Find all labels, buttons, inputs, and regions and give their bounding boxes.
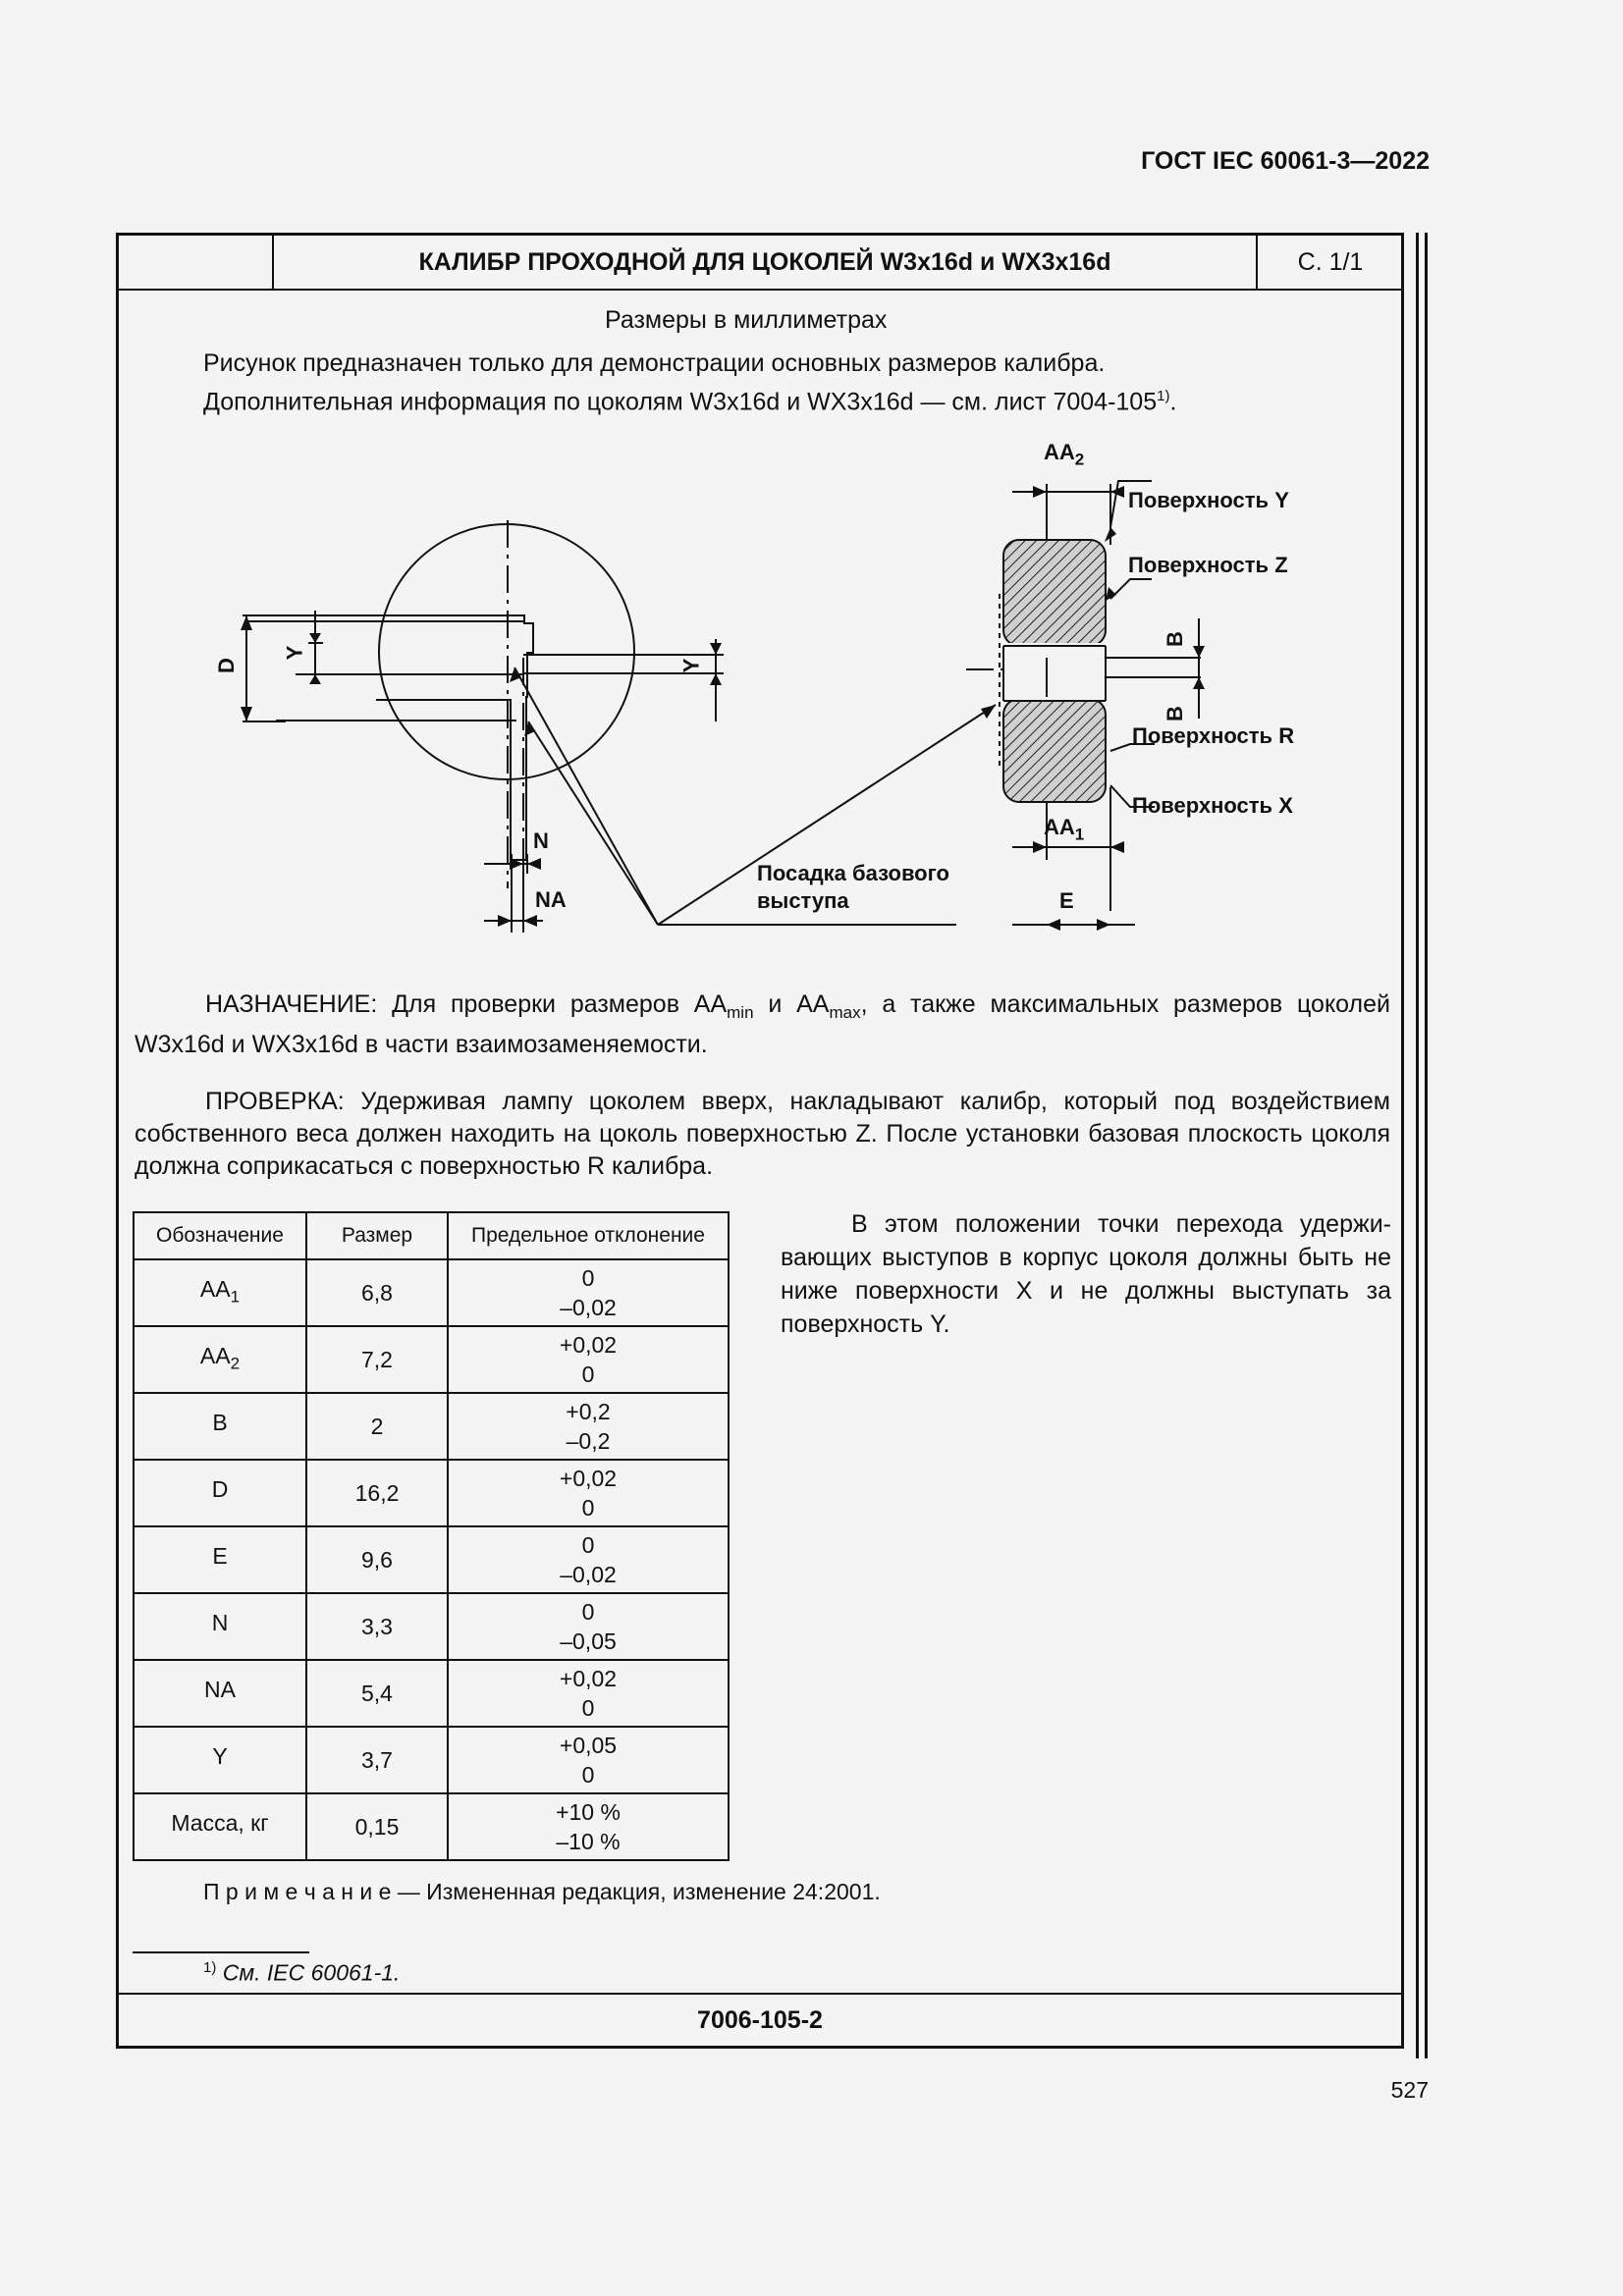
- designation-text: Y: [212, 1742, 228, 1769]
- cell-designation: [134, 1593, 306, 1660]
- col-header-size: Размер: [306, 1212, 448, 1259]
- table-row: [134, 1793, 729, 1860]
- table-header-row: [134, 1212, 729, 1259]
- gauge-circle: [379, 524, 634, 779]
- designation-text: D: [211, 1475, 229, 1502]
- designation-text: AA: [199, 1275, 231, 1302]
- cell-tolerance: [448, 1660, 729, 1727]
- footnote-separator: [133, 1951, 309, 1953]
- tolerance-lower: 0: [581, 1495, 595, 1521]
- cell-designation: [134, 1393, 306, 1460]
- tolerance-lower: 0: [581, 1695, 595, 1721]
- table-row: [134, 1526, 729, 1593]
- tolerance-lower: –0,02: [560, 1562, 617, 1587]
- right-double-line: [1425, 233, 1428, 2058]
- designation-text: Масса, кг: [171, 1809, 269, 1836]
- tolerance-upper: 0: [581, 1599, 595, 1625]
- intro-line-1: Рисунок предназначен только для демонстрации основных размеров калибра.: [203, 349, 1106, 377]
- table-row: [134, 1393, 729, 1460]
- col-header-designation: Обозначение: [134, 1212, 306, 1259]
- purpose-text-1: НАЗНАЧЕНИЕ: Для проверки размеров AA: [205, 990, 728, 1018]
- footnote: [203, 1959, 400, 1987]
- gauge-section-top: [1003, 540, 1106, 646]
- label-AA1-sub: 1: [1074, 825, 1085, 844]
- cell-tolerance: [448, 1259, 729, 1326]
- gauge-section-bottom: [1003, 699, 1106, 802]
- cell-size: 0,15: [306, 1793, 448, 1860]
- tolerance-lower: –0,05: [560, 1629, 617, 1654]
- tolerance-upper: +0,02: [559, 1466, 618, 1491]
- note: П р и м е ч а н и е — Измененная редакция, изменение 24:2001.: [203, 1879, 881, 1904]
- label-D: D: [213, 658, 239, 673]
- cell-designation: [134, 1326, 306, 1393]
- cell-size: 7,2: [306, 1326, 448, 1393]
- label-AA2-sub: 2: [1074, 450, 1085, 469]
- tolerance-upper: +0,02: [559, 1332, 618, 1358]
- designation-sub: 2: [230, 1354, 241, 1373]
- tolerance-upper: +0,05: [559, 1733, 618, 1758]
- table-row: [134, 1593, 729, 1660]
- tolerance-upper: +0,02: [559, 1666, 618, 1691]
- designation-text: B: [212, 1409, 228, 1435]
- label-NA: NA: [535, 887, 567, 912]
- col-header-tolerance: Предельное отклонение: [448, 1212, 729, 1259]
- label-AA1: [1044, 815, 1084, 844]
- standard-number: ГОСТ IEC 60061-3—2022: [1141, 147, 1430, 175]
- intro-line-2-end: .: [1169, 388, 1177, 416]
- table-row: [134, 1727, 729, 1793]
- cell-designation: [134, 1259, 306, 1326]
- designation-text: N: [211, 1609, 229, 1635]
- sheet-frame: [116, 233, 1404, 2049]
- right-double-line: [1416, 233, 1419, 2058]
- footnote-text: См. IEC 60061-1.: [222, 1959, 401, 1986]
- position-text: В этом положении точки перехода удерживающих выступов в корпус цоколя должны быть не ниже поверхности X и не должны выступать за поверхность Y.: [781, 1210, 1391, 1338]
- tolerance-upper: +0,2: [566, 1399, 611, 1424]
- label-B-top: B: [1162, 631, 1187, 647]
- designation-sub: 1: [230, 1287, 241, 1307]
- label-AA1-text: AA: [1044, 815, 1075, 839]
- purpose-sub-min: min: [727, 1003, 754, 1022]
- table-row: [134, 1660, 729, 1727]
- dimensions-table: [133, 1211, 730, 1861]
- label-seat-1: Посадка базового: [757, 861, 949, 885]
- cell-tolerance: [448, 1326, 729, 1393]
- cell-tolerance: [448, 1727, 729, 1793]
- table-row: [134, 1326, 729, 1393]
- check-paragraph: ПРОВЕРКА: Удерживая лампу цоколем вверх, накладывают калибр, который под воздействием собственного веса должен находить на цоколь поверхностью Z. После установки базовая плоскость цоколя должна соприкасаться с поверхностью R калибра.: [135, 1088, 1390, 1180]
- cell-tolerance: [448, 1526, 729, 1593]
- label-surface-Y: Поверхность Y: [1128, 488, 1289, 512]
- cell-size: 6,8: [306, 1259, 448, 1326]
- label-surface-Z: Поверхность Z: [1128, 553, 1288, 577]
- cell-size: 5,4: [306, 1660, 448, 1727]
- cell-tolerance: [448, 1793, 729, 1860]
- units-note: Размеры в миллиметрах: [605, 306, 888, 334]
- purpose-sub-max: max: [829, 1003, 861, 1022]
- purpose-text-3: , а также максимальных размеров цоколей W3x16d и WX3x16d в части взаимозаменяемости.: [135, 990, 1390, 1058]
- cell-size: 16,2: [306, 1460, 448, 1526]
- cell-size: 2: [306, 1393, 448, 1460]
- label-AA2-text: AA: [1044, 440, 1075, 464]
- designation-text: E: [212, 1542, 228, 1569]
- sheet-footer-code: 7006-105-2: [119, 1993, 1401, 2046]
- label-Y-left: Y: [282, 645, 307, 661]
- intro-line-2-text: Дополнительная информация по цоколям W3x16d и WX3x16d — см. лист 7004-105: [203, 388, 1158, 416]
- purpose-text-2: и AA: [753, 990, 830, 1018]
- tolerance-upper: 0: [581, 1532, 595, 1558]
- sheet-title: КАЛИБР ПРОХОДНОЙ ДЛЯ ЦОКОЛЕЙ W3x16d и WX3x16d: [418, 248, 1111, 276]
- designation-text: NA: [204, 1676, 236, 1702]
- cell-size: 3,3: [306, 1593, 448, 1660]
- label-seat-2: выступа: [757, 888, 849, 913]
- tolerance-lower: –10 %: [556, 1829, 621, 1854]
- footnote-ref: 1): [1157, 388, 1170, 404]
- label-surface-R: Поверхность R: [1132, 723, 1295, 748]
- label-Y-right: Y: [678, 658, 704, 673]
- tolerance-lower: –0,2: [566, 1428, 611, 1454]
- cell-size: 9,6: [306, 1526, 448, 1593]
- tolerance-lower: 0: [581, 1362, 595, 1387]
- tolerance-upper: +10 %: [556, 1799, 621, 1825]
- cell-designation: [134, 1660, 306, 1727]
- purpose-paragraph: [135, 988, 1390, 1061]
- cell-tolerance: [448, 1460, 729, 1526]
- cell-designation: [134, 1460, 306, 1526]
- label-surface-X: Поверхность X: [1132, 793, 1293, 818]
- table-row: [134, 1460, 729, 1526]
- label-AA2: [1044, 440, 1084, 469]
- label-B-bottom: B: [1162, 706, 1187, 721]
- cell-designation: [134, 1793, 306, 1860]
- page-number: 527: [1390, 2077, 1429, 2103]
- cell-tolerance: [448, 1593, 729, 1660]
- tolerance-lower: 0: [581, 1762, 595, 1788]
- label-N: N: [533, 828, 549, 853]
- label-E: E: [1059, 888, 1074, 913]
- sheet-number: С. 1/1: [1256, 236, 1403, 289]
- tolerance-upper: 0: [581, 1265, 595, 1291]
- cell-size: 3,7: [306, 1727, 448, 1793]
- designation-text: AA: [199, 1342, 231, 1368]
- footnote-mark: 1): [203, 1959, 217, 1976]
- cell-designation: [134, 1526, 306, 1593]
- cell-tolerance: [448, 1393, 729, 1460]
- cell-designation: [134, 1727, 306, 1793]
- tolerance-lower: –0,02: [560, 1295, 617, 1320]
- table-row: [134, 1259, 729, 1326]
